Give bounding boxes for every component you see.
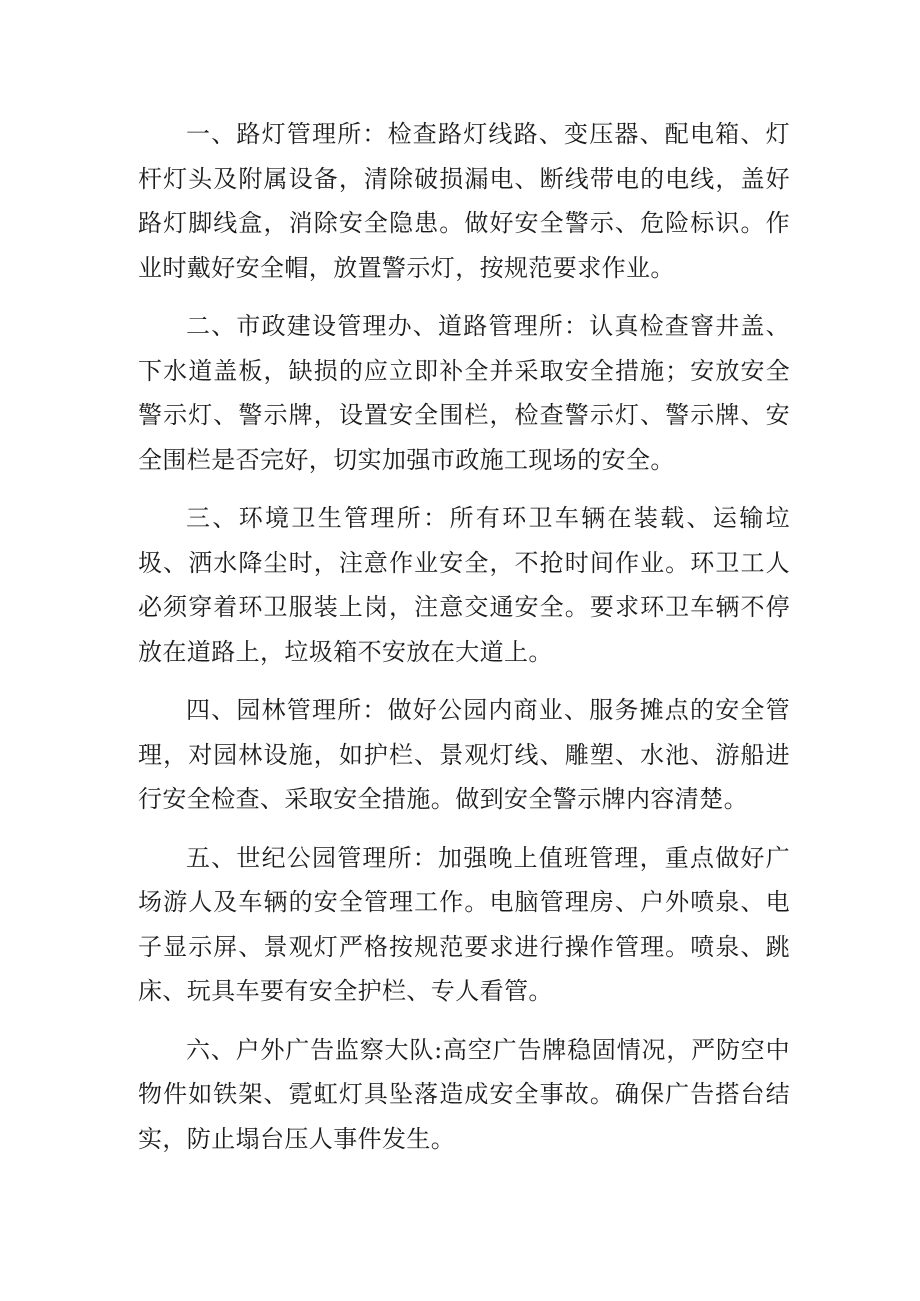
paragraph-century-park-office: 五、世纪公园管理所：加强晚上值班管理，重点做好广场游人及车辆的安全管理工作。电脑管理房、户外喷泉、电子显示屏、景观灯严格按规范要求进行操作管理。喷泉、跳床、玩具车要有安全护栏、专人看管。 bbox=[138, 843, 790, 1005]
paragraph-outdoor-advertising: 六、户外广告监察大队:高空广告牌稳固情况，严防空中物件如铁架、霓虹灯具坠落造成安全事故。确保广告搭台结实，防止塌台压人事件发生。 bbox=[138, 1035, 790, 1153]
document-body bbox=[138, 112, 790, 1175]
paragraph-municipal-roads: 二、市政建设管理办、道路管理所：认真检查窨井盖、下水道盖板，缺损的应立即补全并采取安全措施；安放安全警示灯、警示牌，设置安全围栏，检查警示灯、警示牌、安全围栏是否完好，切实加强市政施工现场的安全。 bbox=[138, 312, 790, 474]
paragraph-streetlight-office: 一、路灯管理所：检查路灯线路、变压器、配电箱、灯杆灯头及附属设备，清除破损漏电、断线带电的电线，盖好路灯脚线盒，消除安全隐患。做好安全警示、危险标识。作业时戴好安全帽，放置警示灯，按规范要求作业。 bbox=[138, 120, 790, 282]
paragraph-landscaping-office: 四、园林管理所：做好公园内商业、服务摊点的安全管理，对园林设施，如护栏、景观灯线、雕塑、水池、游船进行安全检查、采取安全措施。做到安全警示牌内容清楚。 bbox=[138, 696, 790, 813]
paragraph-sanitation-office: 三、环境卫生管理所：所有环卫车辆在装载、运输垃圾、洒水降尘时，注意作业安全，不抢时间作业。环卫工人必须穿着环卫服装上岗，注意交通安全。要求环卫车辆不停放在道路上，垃圾箱不安放在大道上。 bbox=[138, 504, 790, 666]
